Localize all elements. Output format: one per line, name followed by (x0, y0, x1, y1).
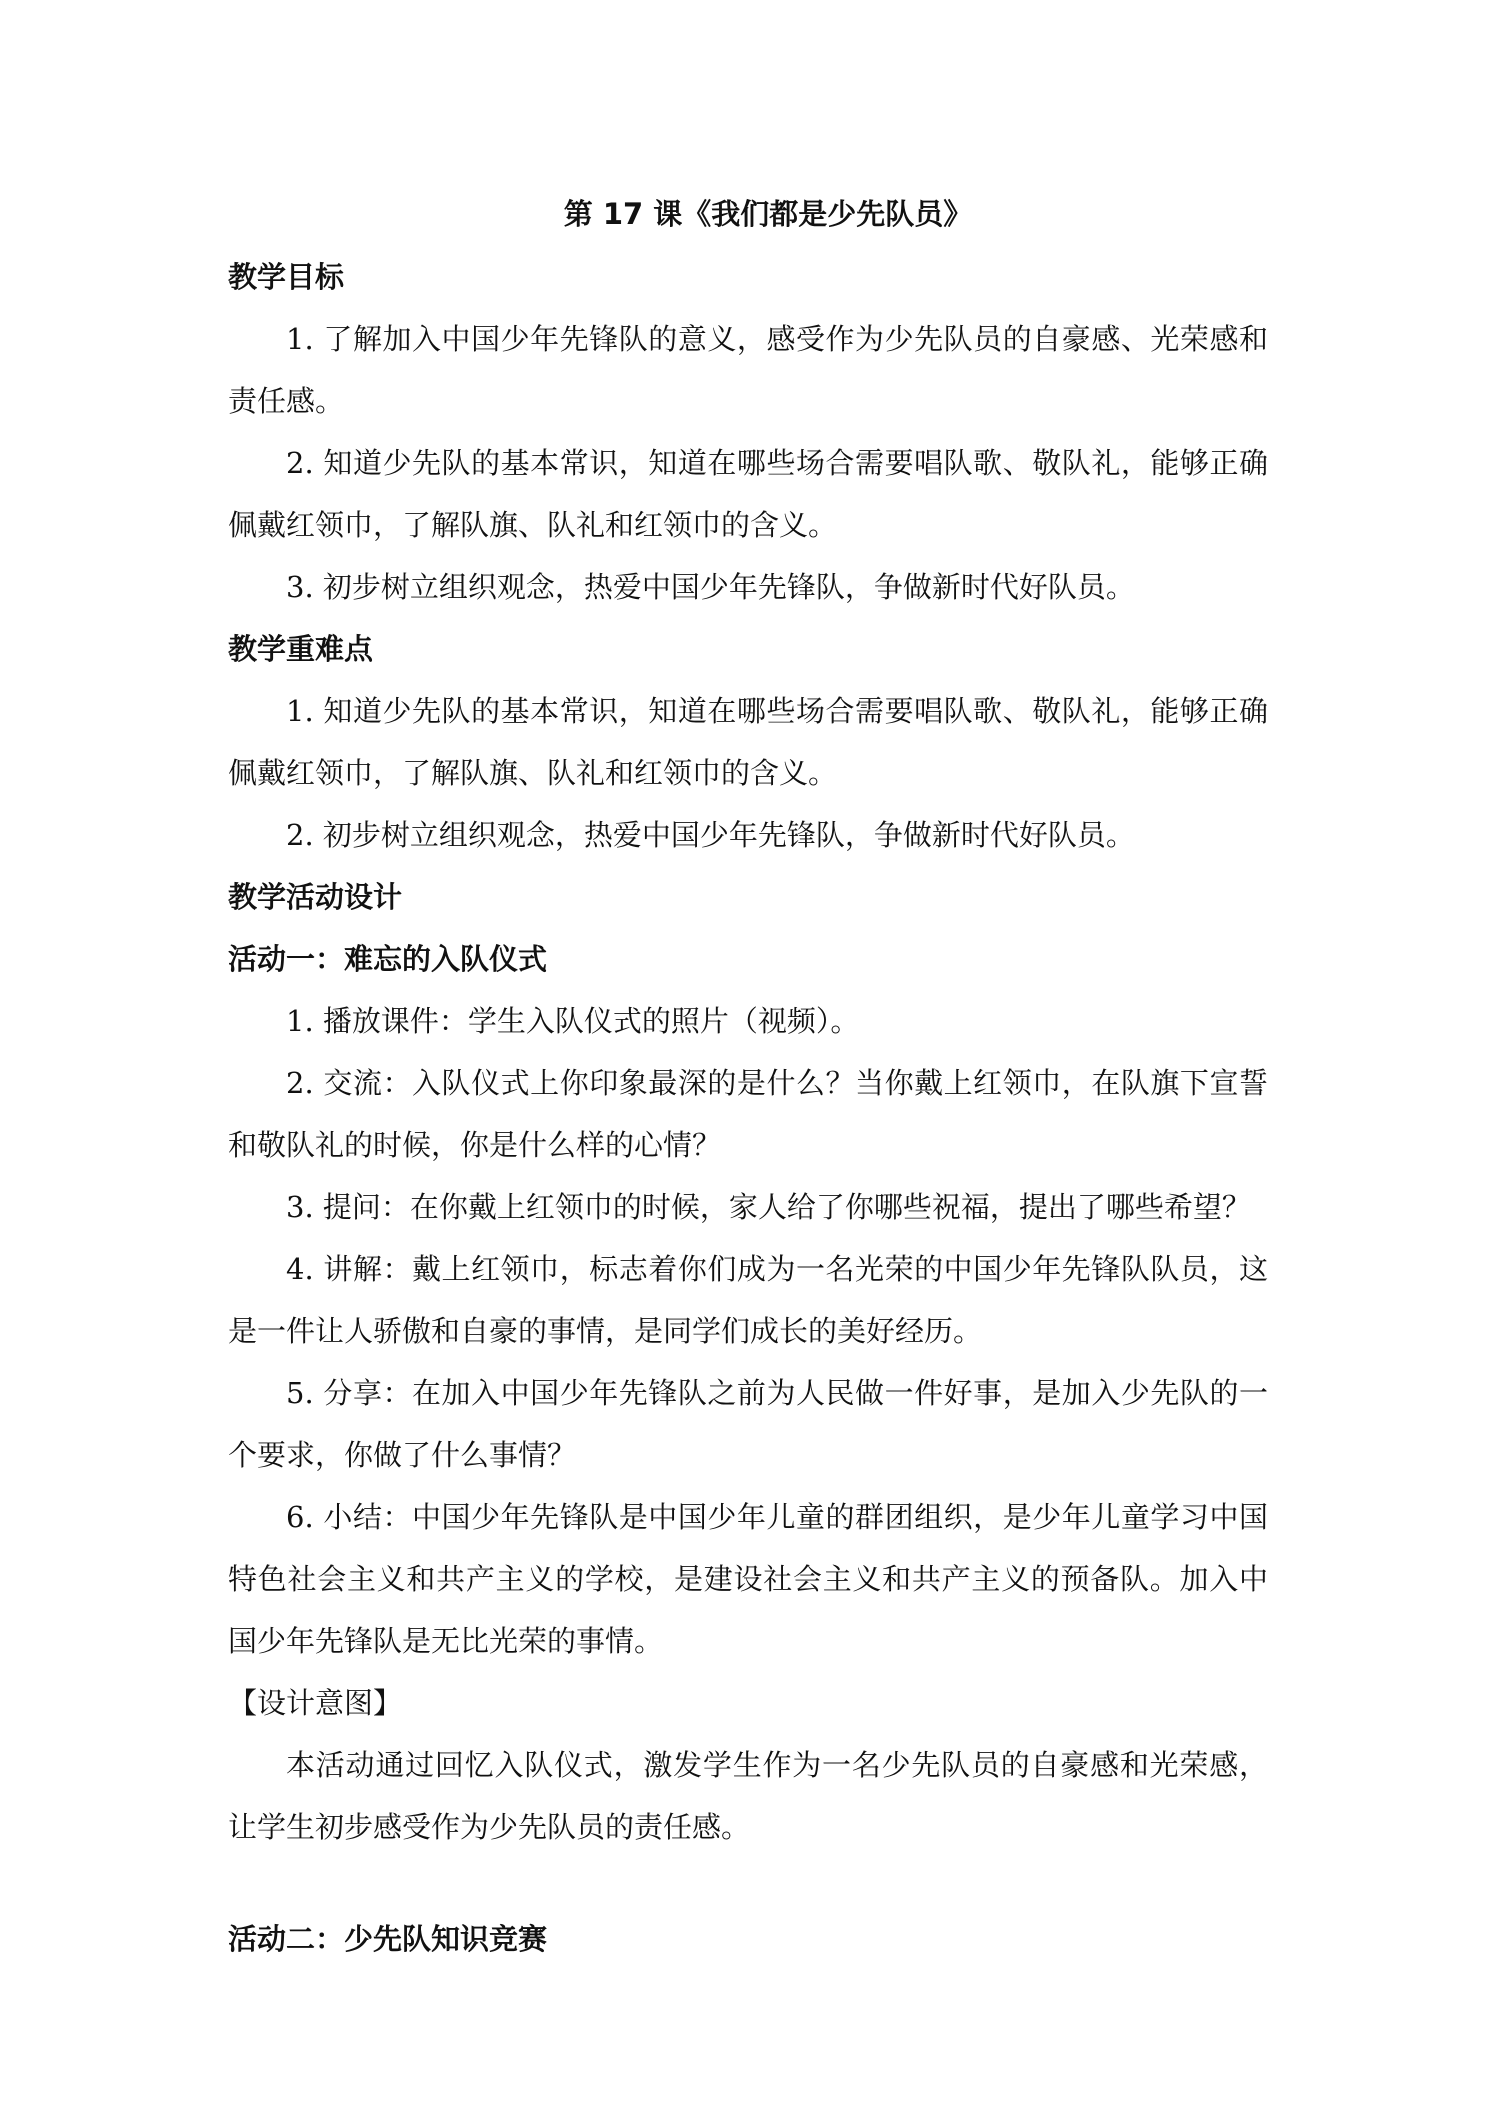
activity1-item-4: 4. 讲解：戴上红领巾，标志着你们成为一名光荣的中国少年先锋队队员，这是一件让人骄傲和自豪的事情，是同学们成长的美好经历。 (228, 1252, 1268, 1348)
key-point-item-2: 2. 初步树立组织观念，热爱中国少年先锋队，争做新时代好队员。 (286, 818, 1135, 852)
activity1-item-2: 2. 交流：入队仪式上你印象最深的是什么？当你戴上红领巾，在队旗下宣誓和敬队礼的时候，你是什么样的心情？ (228, 1066, 1268, 1162)
objectives-heading: 教学目标 (228, 260, 345, 294)
section-spacer (228, 1858, 1268, 1908)
design-intent-label: 【设计意图】 (228, 1686, 403, 1720)
objective-item-2: 2. 知道少先队的基本常识，知道在哪些场合需要唱队歌、敬队礼，能够正确佩戴红领巾，了解队旗、队礼和红领巾的含义。 (228, 446, 1268, 542)
activity-design-heading: 教学活动设计 (228, 880, 403, 914)
activity1-item-6: 6. 小结：中国少年先锋队是中国少年儿童的群团组织，是少年儿童学习中国特色社会主义和共产主义的学校，是建设社会主义和共产主义的预备队。加入中国少年先锋队是无比光荣的事情。 (228, 1500, 1268, 1658)
activity1-item-3: 3. 提问：在你戴上红领巾的时候，家人给了你哪些祝福，提出了哪些希望？ (286, 1190, 1251, 1224)
activity2-heading: 活动二：少先队知识竞赛 (228, 1922, 548, 1956)
objective-item-1: 1. 了解加入中国少年先锋队的意义，感受作为少先队员的自豪感、光荣感和责任感。 (228, 322, 1268, 418)
activity1-item-1: 1. 播放课件：学生入队仪式的照片（视频）。 (286, 1004, 860, 1038)
key-point-item-1: 1. 知道少先队的基本常识，知道在哪些场合需要唱队歌、敬队礼，能够正确佩戴红领巾，了解队旗、队礼和红领巾的含义。 (228, 694, 1268, 790)
key-points-heading: 教学重难点 (228, 632, 374, 666)
objective-item-3: 3. 初步树立组织观念，热爱中国少年先锋队，争做新时代好队员。 (286, 570, 1135, 604)
activity1-heading: 活动一：难忘的入队仪式 (228, 942, 548, 976)
page-title: 第 17 课《我们都是少先队员》 (563, 197, 973, 231)
activity1-item-5: 5. 分享：在加入中国少年先锋队之前为人民做一件好事，是加入少先队的一个要求，你做了什么事情？ (228, 1376, 1268, 1472)
design-intent-text: 本活动通过回忆入队仪式，激发学生作为一名少先队员的自豪感和光荣感，让学生初步感受作为少先队员的责任感。 (228, 1748, 1268, 1844)
document-page (228, 182, 1268, 1970)
